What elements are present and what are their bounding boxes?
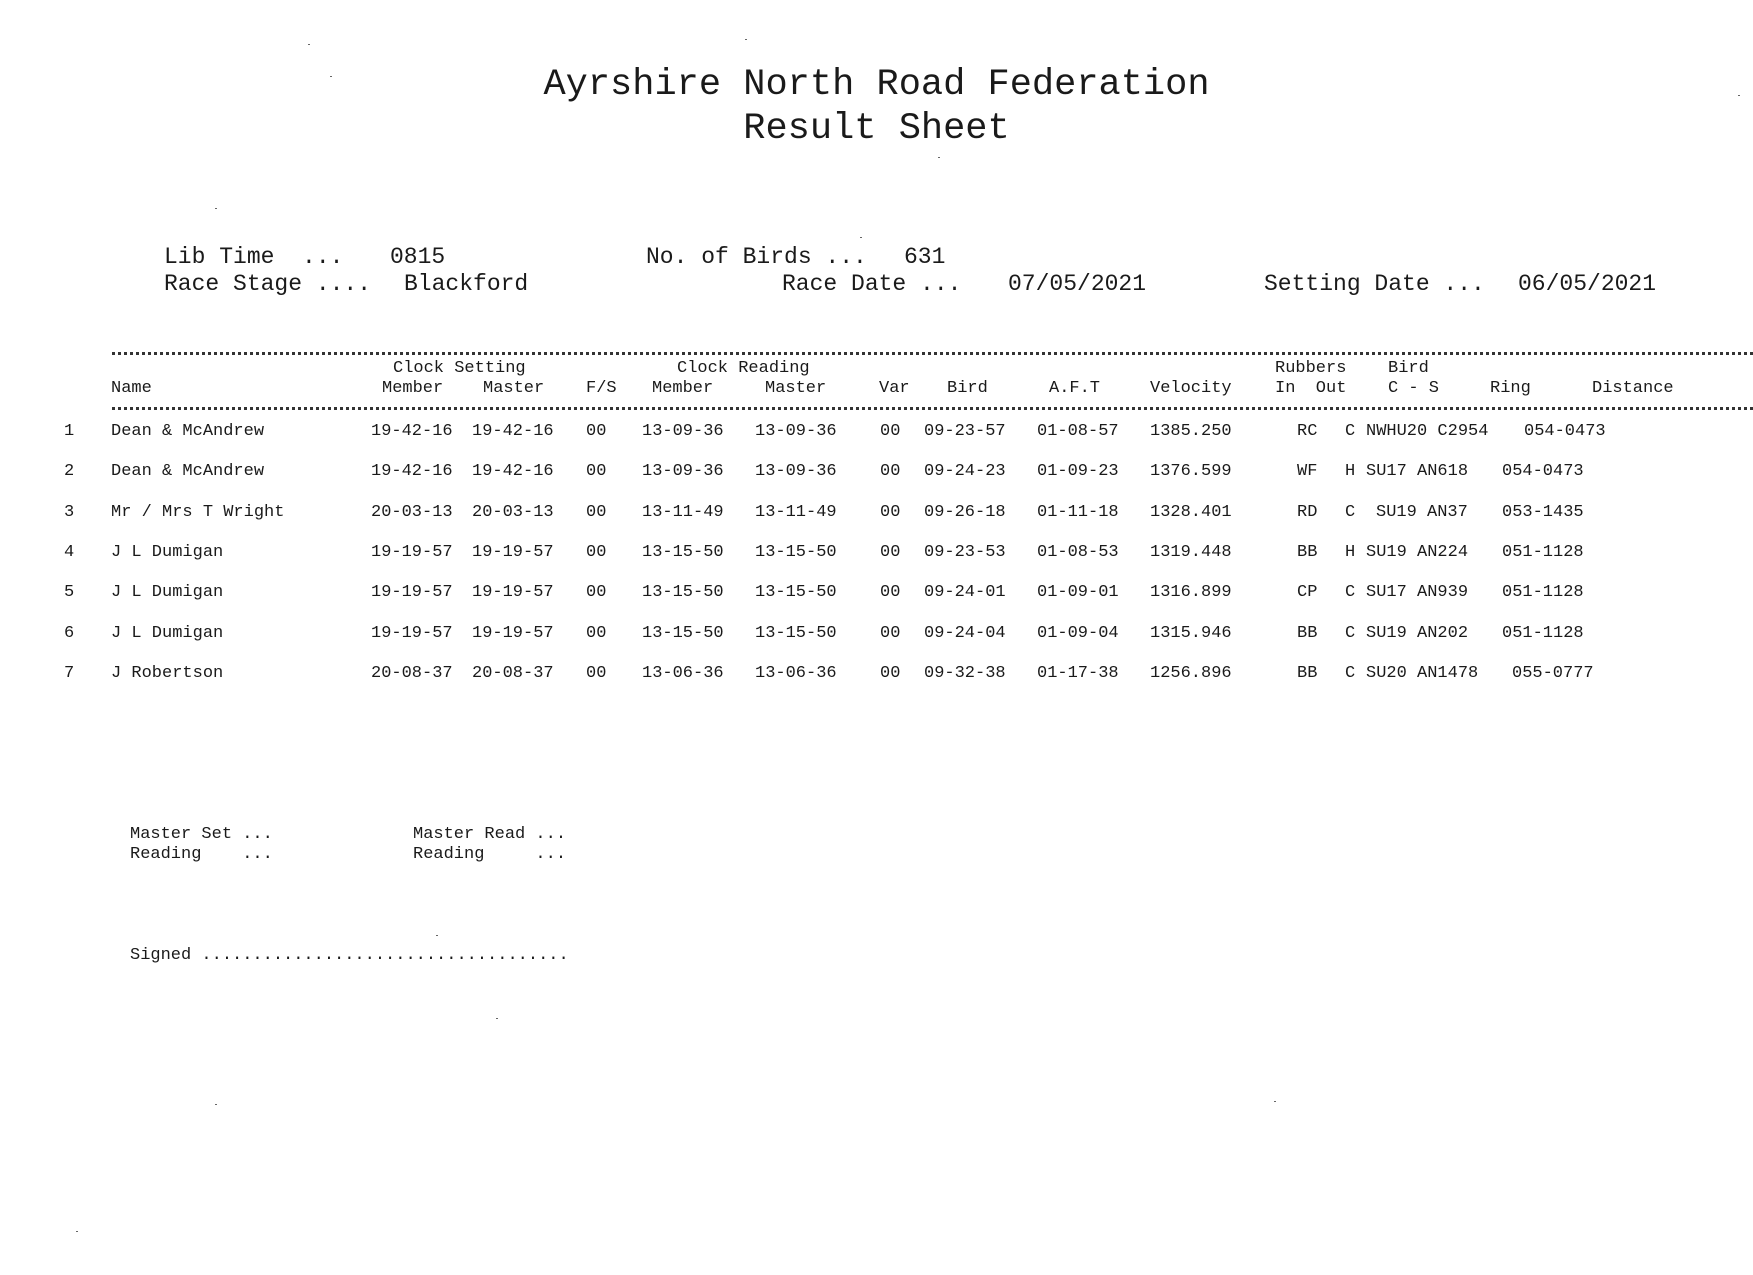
scan-speck [1738,95,1740,96]
row-cs-member: 19-42-16 [371,422,453,441]
row-var: 00 [880,663,901,683]
col-rubbers-in-out: In Out [1275,379,1347,398]
col-clock-setting: Clock Setting [393,359,526,378]
row-distance: 054-0473 [1524,422,1606,441]
row-cr-member: 13-09-36 [642,422,724,441]
row-sex: H [1345,542,1356,562]
row-sex: H [1345,462,1356,482]
row-velocity: 1256.896 [1150,663,1232,683]
row-distance: 051-1128 [1502,623,1584,643]
row-var: 00 [880,542,901,562]
scan-speck [436,935,438,936]
row-ring: SU17 AN618 [1366,462,1469,482]
document-subtitle: Result Sheet [743,108,1010,150]
master-read-reading-label: Reading ... [413,845,567,864]
row-aft: 01-09-01 [1037,583,1119,603]
race-stage-label: Race Stage .... [164,271,372,297]
row-bird-time: 09-26-18 [924,502,1006,522]
row-velocity: 1316.899 [1150,583,1232,603]
master-set-label: Master Set ... [130,825,273,844]
row-cr-master: 13-15-50 [755,623,837,643]
row-cs-master: 19-19-57 [472,623,554,643]
row-sex: C [1345,583,1356,603]
row-cs-master: 19-42-16 [472,462,554,482]
row-cs-member: 20-03-13 [371,502,453,522]
row-colour: CP [1297,583,1318,603]
row-cr-master: 13-11-49 [755,502,837,522]
row-position: 5 [64,583,75,603]
col-clock-reading: Clock Reading [677,359,810,378]
row-bird-time: 09-24-04 [924,623,1006,643]
row-bird-time: 09-24-23 [924,462,1006,482]
row-name: J L Dumigan [111,542,224,562]
row-cr-member: 13-09-36 [642,462,724,482]
row-cr-member: 13-15-50 [642,583,724,603]
row-ring: SU17 AN939 [1366,583,1469,603]
row-cr-member: 13-15-50 [642,542,724,562]
col-cr-master: Master [765,379,827,398]
scan-speck [330,76,332,77]
row-cr-member: 13-15-50 [642,623,724,643]
row-position: 7 [64,663,75,683]
document-title: Ayrshire North Road Federation [543,64,1210,106]
row-sex: C [1345,422,1356,441]
row-cs-master: 19-42-16 [472,422,554,441]
row-cs-member: 19-42-16 [371,462,453,482]
row-aft: 01-09-04 [1037,623,1119,643]
row-colour: RD [1297,502,1318,522]
scan-speck [496,1018,498,1019]
row-ring: SU19 AN224 [1366,542,1469,562]
col-aft: A.F.T [1049,379,1101,398]
row-var: 00 [880,502,901,522]
row-colour: BB [1297,542,1318,562]
row-fs: 00 [586,583,607,603]
col-cs-member: Member [382,379,444,398]
row-colour: RC [1297,422,1318,441]
row-cr-master: 13-09-36 [755,422,837,441]
row-ring: SU19 AN202 [1366,623,1469,643]
row-cs-master: 19-19-57 [472,542,554,562]
col-cs-master: Master [483,379,545,398]
row-cs-master: 20-03-13 [472,502,554,522]
row-cs-master: 20-08-37 [472,663,554,683]
race-date-value: 07/05/2021 [1008,271,1147,297]
row-position: 1 [64,422,75,441]
row-distance: 055-0777 [1512,663,1594,683]
row-distance: 054-0473 [1502,462,1584,482]
row-distance: 051-1128 [1502,583,1584,603]
row-cr-member: 13-06-36 [642,663,724,683]
row-bird-time: 09-23-57 [924,422,1006,441]
row-velocity: 1319.448 [1150,542,1232,562]
col-name: Name [111,379,152,398]
row-name: J L Dumigan [111,583,224,603]
scan-speck [938,157,940,158]
row-bird-time: 09-32-38 [924,663,1006,683]
col-cr-member: Member [652,379,714,398]
row-name: Mr / Mrs T Wright [111,502,285,522]
row-ring: SU19 AN37 [1376,502,1468,522]
col-bird-cs: C - S [1388,379,1440,398]
row-position: 3 [64,502,75,522]
col-bird-group: Bird [1388,359,1429,378]
race-stage-value: Blackford [404,271,529,297]
row-fs: 00 [586,542,607,562]
master-read-label: Master Read ... [413,825,567,844]
scan-speck [76,1231,78,1232]
col-bird: Bird [947,379,988,398]
row-ring: NWHU20 C2954 [1366,422,1489,441]
row-fs: 00 [586,502,607,522]
scan-speck [745,39,747,40]
row-position: 4 [64,542,75,562]
col-distance: Distance [1592,379,1674,398]
row-fs: 00 [586,422,607,441]
row-var: 00 [880,583,901,603]
race-date-label: Race Date ... [782,271,962,297]
row-aft: 01-08-53 [1037,542,1119,562]
row-var: 00 [880,462,901,482]
row-bird-time: 09-24-01 [924,583,1006,603]
row-colour: BB [1297,623,1318,643]
row-name: J Robertson [111,663,224,683]
row-cs-member: 19-19-57 [371,583,453,603]
row-position: 2 [64,462,75,482]
row-fs: 00 [586,462,607,482]
row-velocity: 1385.250 [1150,422,1232,441]
dotted-rule-bottom [112,407,1753,410]
row-cr-master: 13-15-50 [755,583,837,603]
setting-date-label: Setting Date ... [1264,271,1485,297]
row-velocity: 1376.599 [1150,462,1232,482]
row-colour: WF [1297,462,1318,482]
row-name: Dean & McAndrew [111,422,265,441]
scan-speck [1274,1101,1276,1102]
col-fs: F/S [586,379,617,398]
row-aft: 01-11-18 [1037,502,1119,522]
row-distance: 053-1435 [1502,502,1584,522]
row-colour: BB [1297,663,1318,683]
col-var: Var [879,379,910,398]
master-set-reading-label: Reading ... [130,845,273,864]
row-cs-member: 20-08-37 [371,663,453,683]
row-name: Dean & McAndrew [111,462,265,482]
scan-speck [215,1104,217,1105]
row-sex: C [1345,663,1356,683]
row-bird-time: 09-23-53 [924,542,1006,562]
row-aft: 01-08-57 [1037,422,1119,441]
row-cr-master: 13-06-36 [755,663,837,683]
row-cr-member: 13-11-49 [642,502,724,522]
row-fs: 00 [586,623,607,643]
scan-speck [308,44,310,45]
row-var: 00 [880,623,901,643]
row-cs-master: 19-19-57 [472,583,554,603]
row-cs-member: 19-19-57 [371,623,453,643]
col-velocity: Velocity [1150,379,1232,398]
row-sex: C [1345,502,1356,522]
row-distance: 051-1128 [1502,542,1584,562]
dotted-rule-top [112,352,1753,355]
row-aft: 01-09-23 [1037,462,1119,482]
row-cs-member: 19-19-57 [371,542,453,562]
row-aft: 01-17-38 [1037,663,1119,683]
signed-line: Signed .................................... [130,946,569,965]
row-sex: C [1345,623,1356,643]
row-ring: SU20 AN1478 [1366,663,1479,683]
row-var: 00 [880,422,901,441]
col-ring: Ring [1490,379,1531,398]
row-cr-master: 13-15-50 [755,542,837,562]
row-cr-master: 13-09-36 [755,462,837,482]
lib-time-value: 0815 [390,244,446,270]
row-velocity: 1328.401 [1150,502,1232,522]
row-fs: 00 [586,663,607,683]
birds-value: 631 [904,244,946,270]
col-rubbers: Rubbers [1275,359,1347,378]
lib-time-label: Lib Time ... [164,244,344,270]
scan-speck [215,208,217,209]
scan-speck [860,237,862,238]
row-position: 6 [64,623,75,643]
birds-label: No. of Birds ... [646,244,867,270]
row-name: J L Dumigan [111,623,224,643]
row-velocity: 1315.946 [1150,623,1232,643]
setting-date-value: 06/05/2021 [1518,271,1657,297]
